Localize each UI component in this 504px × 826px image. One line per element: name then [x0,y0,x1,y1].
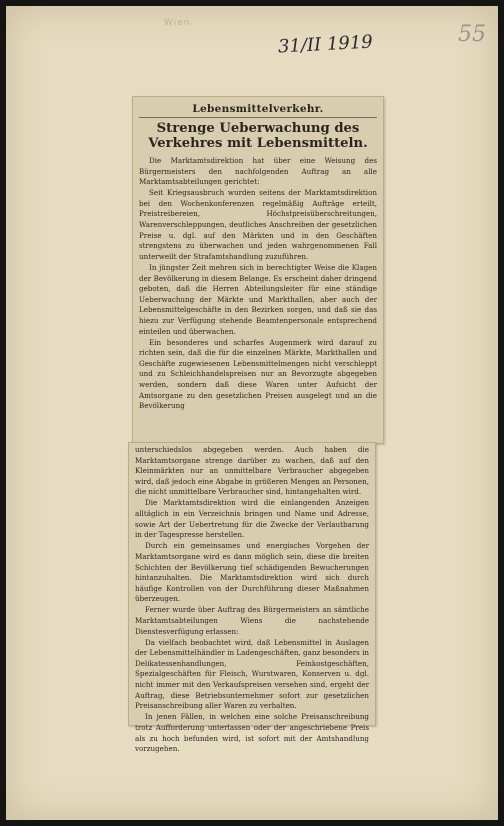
article-paragraph: Da vielfach beobachtet wird, daß Lebensmittel in Auslagen der Lebensmittelhändler in Ladengeschäften, ganz besonders in Delikatessenhandlungen, Feinkostgeschäften, Spezialgeschäften für Fleisch, Wurstwaren, Konserven u. dgl. nicht immer mit den Verkaufspreisen versehen sind, ergeht der Auftrag, diese Betriebsunternehmer sofort zur gesetzlichen Preisanschreibung aller Waren zu verhalten. [135,637,369,711]
clipping-part-2 [128,442,376,754]
handwritten-date: 31/II 1919 [277,31,374,58]
article-headline: Strenge Ueberwachung des Verkehres mit Lebensmitteln. [148,121,368,151]
article-paragraph: Ferner wurde über Auftrag des Bürgermeisters an sämtliche Marktamtsabteilungen Wiens die nachstehende Dienstesverfügung erlassen: [135,605,369,636]
clipping-part-1 [132,96,384,444]
article-paragraph: Ein besonderes und scharfes Augenmerk wird darauf zu richten sein, daß die für die einzelnen Märkte, Markthallen und Geschäfte zugewiesenen Lebensmittelmengen nicht verschleppt und zu Schleichhandelspreisen nur an Bevorzugte abgegeben werden, sondern daß diese Waren unter Aufsicht der Amtsorgane zu den gesetzlichen Preisen ausgelegt und an die Bevölkerung [139,337,377,411]
faint-stamp: Wien [164,18,191,28]
page-number: 55 [458,22,486,47]
article-paragraph: In jüngster Zeit mehren sich in berechtigter Weise die Klagen der Bevölkerung in diesem Belange. Es erscheint daher dringend geboten, daß die Herren Abteilungsleiter für eine ständige Ueberwachung der Märkte und Markthallen, aber auch der Lebensmittelgeschäfte in den Bezirken sorgen, und daß sie das hiezu zur Verfügung stehende Beamtenpersonale entsprechend einteilen und überwachen. [139,262,377,336]
article-paragraph: Die Marktamtsdirektion wird die einlangenden Anzeigen alltäglich in ein Verzeichnis bringen und Name und Adresse, sowie Art der Uebertretung für die Zwecke der Verlautbarung in der Tagespresse herstellen. [135,498,369,540]
article-paragraph: unterschiedslos abgegeben werden. Auch haben die Marktamtsorgane strenge darüber zu wachen, daß auf den Kleinmärkten nur an unmittelbare Verbraucher abgegeben wird, daß jedoch eine Abgabe in größeren Mengen an Personen, die nicht unmittelbare Verbraucher sind, hintangehalten wird. [135,445,369,497]
article-paragraph: In jenen Fällen, in welchen eine solche Preisanschreibung trotz Aufforderung unterlassen oder der angeschriebene Preis als zu hoch befunden wird, ist sofort mit der Amtshandlung vorzugehen. [135,712,369,754]
article-paragraph: Die Marktamtsdirektion hat über eine Weisung des Bürgermeisters den nachfolgenden Auftrag an alle Marktamtsabteilungen gerichtet: [139,156,377,187]
section-kicker: Lebensmittelverkehr. [139,103,377,118]
article-paragraph: Seit Kriegsausbruch wurden seitens der Marktamtsdirektion bei den Wochenkonferenzen regelmäßig Aufträge erteilt, Preistreibereien, Höchstpreisüberschreitungen, Warenverschleppungen, deutliches Anschreiben der gesetzlichen Preise u. dgl. auf den Märkten und in den Geschäften strengstens zu überwachen und jeden wahrgenommenen Fall unterweilt der Strafamtshandlung zuzuführen. [139,188,377,261]
article-paragraph: Durch ein gemeinsames und energisches Vorgehen der Marktamtsorgane wird es dann möglich sein, diese die breiten Schichten der Bevölkerung tief schädigenden Bewucherungen hintanzuhalten. Die Marktamtsdirektion wird sich durch häufige Kontrollen von der Durchführung dieser Maßnahmen überzeugen. [135,541,369,604]
